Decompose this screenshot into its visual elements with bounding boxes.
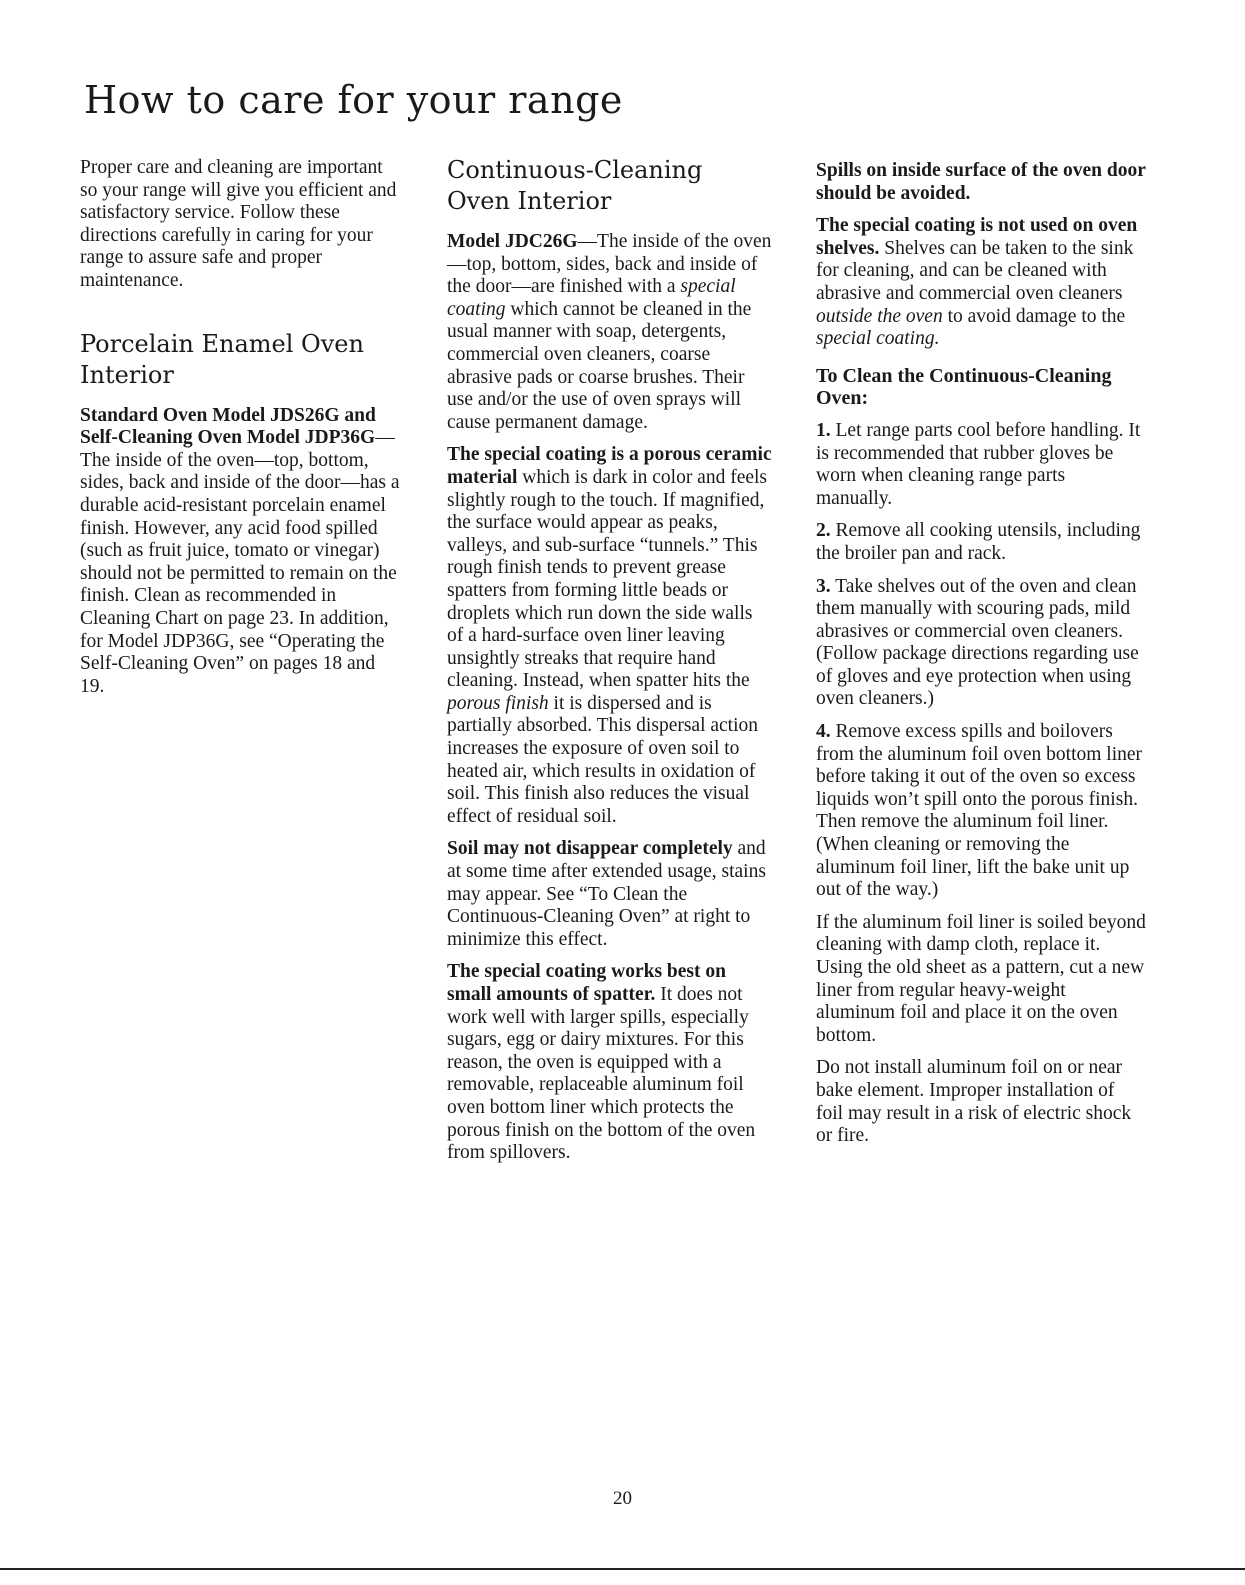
porcelain-paragraph (80, 405, 400, 699)
step-3 (816, 576, 1146, 712)
continuous-paragraph-2 (447, 444, 772, 828)
text-span: which cannot be cleaned in the usual manner with soap, detergents, commercial oven cleaners, coarse abrasive pads or coarse brushes. Their use and/or the use of oven sprays will cause permanent damage. (447, 298, 752, 433)
text-span: to avoid damage to the (942, 305, 1126, 327)
bold-lead: The special coating works best on small amounts of spatter. (447, 961, 726, 1005)
step-text: Take shelves out of the oven and clean them manually with scouring pads, mild abrasives or commercial oven cleaners. (Follow package directions regarding use of gloves and eye protection when using oven cleaners.) (816, 575, 1139, 710)
step-4 (816, 721, 1146, 902)
text-span: it is dispersed and is partially absorbed. This dispersal action increases the exposure of oven soil to heated air, which results in oxidation of soil. This finish also reduces the visual effect of residual soil. (447, 692, 759, 827)
bold-lead: Soil may not disappear completely (447, 838, 733, 860)
continuous-paragraph-3 (447, 838, 772, 951)
bold-lead: Spills on inside surface of the oven door should be avoided. (816, 160, 1146, 204)
model-bold: Model JDC26G (447, 231, 578, 252)
italic-span: outside the oven (816, 305, 943, 327)
page-title: How to care for your range (84, 78, 623, 122)
italic-span: porous finish (447, 692, 549, 714)
bottom-rule (0, 1568, 1245, 1570)
step-text: Remove excess spills and boilovers from the aluminum foil oven bottom liner before taking it out of the oven so excess liquids won’t spill onto the porous finish. Then remove the aluminum foil liner. (When cleaning or removing the aluminum foil liner, lift the bake unit up out of the way.) (816, 721, 1143, 901)
text-span: Shelves can be taken to the sink for cleaning, and can be cleaned with abrasive and commercial oven cleaners (816, 237, 1134, 304)
text-span: which is dark in color and feels slightly rough to the touch. If magnified, the surface would appear as peaks, valleys, and sub-surface “tunnels.” This rough finish tends to prevent grease spatters from forming little beads or droplets which run down the side walls of a hard-surface oven liner leaving unsightly streaks that require hand cleaning. Instead, when spatter hits the (447, 466, 768, 692)
italic-span: special coating. (816, 328, 940, 350)
step-1 (816, 420, 1146, 510)
porcelain-models-bold: Standard Oven Model JDS26G and Self-Cleaning Oven Model JDP36G (80, 404, 376, 449)
step-2 (816, 520, 1146, 565)
text-span: It does not work well with larger spills, especially sugars, egg or dairy mixtures. For this reason, the oven is equipped with a removable, replaceable aluminum foil oven bottom liner which protects the porous finish on the bottom of the oven from spillovers. (447, 984, 756, 1164)
section-heading-continuous: Continuous-Cleaning Oven Interior (447, 156, 703, 215)
spills-warning (816, 160, 1146, 205)
bold-lead: The special coating is a porous ceramic material (447, 444, 772, 488)
column-left (80, 157, 400, 708)
intro-paragraph: Proper care and cleaning are important so your range will give you efficient and satisfactory service. Follow these directions carefully in caring for your range to assure safe and proper maintenance. (80, 157, 397, 291)
text-span: and at some time after extended usage, stains may appear. See “To Clean the Continuous-Cleaning Oven” at right to minimize this effect. (447, 838, 766, 950)
italic-span: special coating (447, 276, 736, 320)
step-text: Remove all cooking utensils, including the broiler pan and rack. (816, 520, 1141, 564)
step-number: 1. (816, 419, 831, 441)
column-middle (447, 155, 772, 1175)
step-number: 4. (816, 721, 831, 743)
foil-warning-paragraph: Do not install aluminum foil on or near bake element. Improper installation of foil may result in a risk of electric shock or fire. (816, 1057, 1132, 1147)
section-heading-porcelain: Porcelain Enamel Oven Interior (80, 329, 364, 389)
subheading-to-clean: To Clean the Continuous-Cleaning Oven: (816, 364, 1112, 410)
continuous-paragraph-4 (447, 961, 772, 1164)
shelves-paragraph (816, 215, 1146, 351)
page-number: 20 (613, 1488, 632, 1509)
step-number: 2. (816, 520, 831, 542)
step-text: Let range parts cool before handling. It is recommended that rubber gloves be worn when cleaning range parts manually. (816, 419, 1141, 509)
column-right (816, 160, 1146, 1158)
text-span: —The inside of the oven—top, bottom, sides, back and inside of the door—are finished with a (447, 231, 772, 298)
foil-replace-paragraph: If the aluminum foil liner is soiled beyond cleaning with damp cloth, replace it. Using the old sheet as a pattern, cut a new liner from regular heavy-weight aluminum foil and place it on the oven bottom. (816, 911, 1146, 1046)
porcelain-text: —The inside of the oven—top, bottom, sides, back and inside of the door—has a durable acid-resistant porcelain enamel finish. However, any acid food spilled (such as fruit juice, tomato or vinegar) should not be permitted to remain on the finish. Clean as recommended in Cleaning Chart on page 23. In addition, for Model JDP36G, see “Operating the Self-Cleaning Oven” on pages 18 and 19. (80, 427, 400, 697)
step-number: 3. (816, 575, 831, 597)
bold-lead: The special coating is not used on oven shelves. (816, 215, 1138, 259)
continuous-paragraph-1 (447, 231, 772, 434)
